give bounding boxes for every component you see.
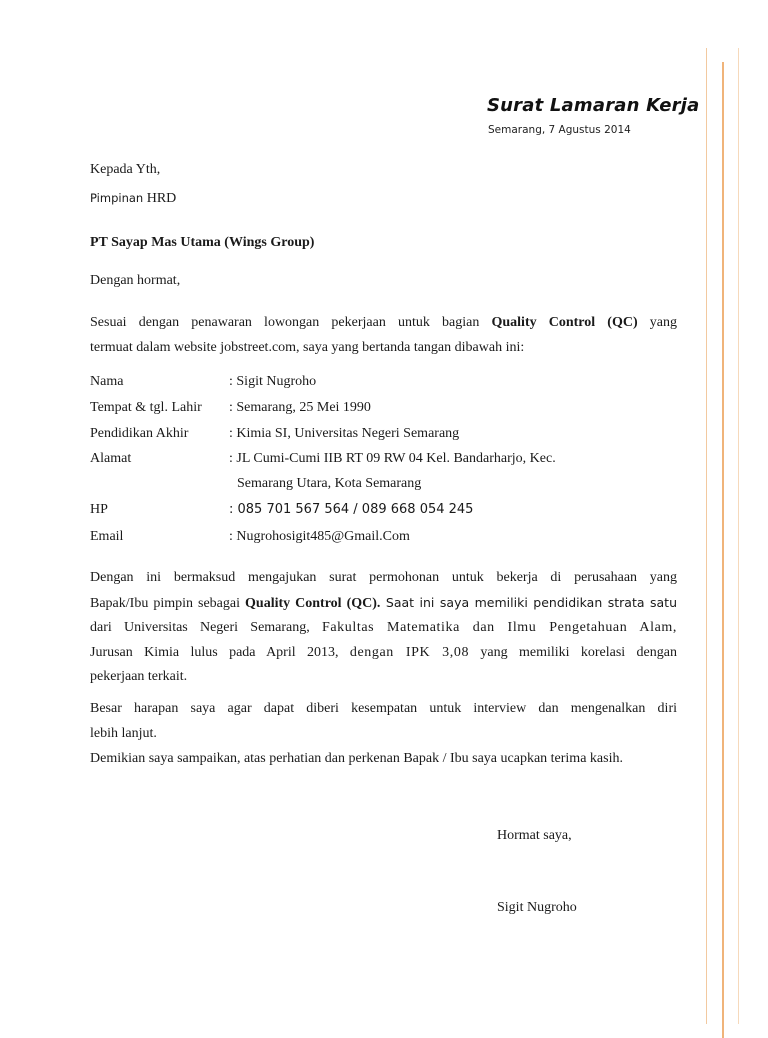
margin-rule-center — [722, 62, 724, 1038]
recipient-title: Pimpinan — [90, 191, 144, 205]
detail-row-education: Pendidikan Akhir : Kimia SI, Universitas Negeri Semarang — [90, 426, 460, 441]
recipient-line-1: Kepada Yth, — [90, 162, 161, 177]
intro-line-1: Sesuai dengan penawaran lowongan pekerjaan untuk bagian Quality Control (QC) yang — [90, 315, 678, 330]
detail-row-email: Email : Nugrohosigit485@Gmail.Com — [90, 529, 410, 544]
margin-rule-left — [706, 48, 707, 1024]
recipient-company: PT Sayap Mas Utama (Wings Group) — [90, 235, 315, 250]
intro-line-2: termuat dalam website jobstreet.com, saya yang bertanda tangan dibawah ini: — [90, 339, 525, 355]
letter-date: Semarang, 7 Agustus 2014 — [488, 124, 631, 136]
p1-line-5: pekerjaan terkait. — [90, 669, 188, 684]
position-name: Quality Control (QC) — [491, 315, 638, 330]
p1-line-3: dari Universitas Negeri Semarang, Fakultas Matematika dan Ilmu Pengetahuan Alam, — [90, 620, 677, 635]
detail-row-address-cont: Semarang Utara, Kota Semarang — [237, 476, 422, 491]
greeting: Dengan hormat, — [90, 273, 181, 288]
p1-line-2: Bapak/Ibu pimpin sebagai Quality Control (QC). Saat ini saya memiliki pendidikan strata satu — [90, 594, 677, 611]
p1-line-4: Jurusan Kimia lulus pada April 2013, dengan IPK 3,08 yang memiliki korelasi dengan — [90, 644, 677, 660]
p2-line-1: Besar harapan saya agar dapat diberi kesempatan untuk interview dan mengenalkan diri — [90, 701, 677, 716]
signer-name: Sigit Nugroho — [497, 900, 577, 915]
detail-row-address: Alamat : JL Cumi-Cumi IIB RT 09 RW 04 Kel. Bandarharjo, Kec. — [90, 451, 556, 466]
body-paragraph-3: Demikian saya sampaikan, atas perhatian dan perkenan Bapak / Ibu saya ucapkan terima kasih. — [90, 751, 623, 766]
margin-rule-right — [738, 48, 739, 1024]
recipient-line-2 — [90, 188, 176, 209]
body-paragraph-2 — [90, 697, 677, 746]
recipient-dept: HRD — [143, 191, 177, 206]
letter-title: Surat Lamaran Kerja — [487, 95, 700, 116]
closing-salutation: Hormat saya, — [497, 828, 572, 843]
position-name-2: Quality Control (QC). — [245, 595, 381, 611]
detail-row-birth: Tempat & tgl. Lahir : Semarang, 25 Mei 1990 — [90, 400, 371, 415]
p2-line-2: lebih lanjut. — [90, 725, 157, 741]
p1-line-1: Dengan ini bermaksud mengajukan surat permohonan untuk bekerja di perusahaan yang — [90, 570, 677, 585]
body-paragraph-1 — [90, 566, 677, 690]
intro-paragraph — [90, 311, 677, 360]
detail-row-phone: HP : 085 701 567 564 / 089 668 054 245 — [90, 502, 474, 517]
detail-row-name: Nama : Sigit Nugroho — [90, 374, 317, 389]
